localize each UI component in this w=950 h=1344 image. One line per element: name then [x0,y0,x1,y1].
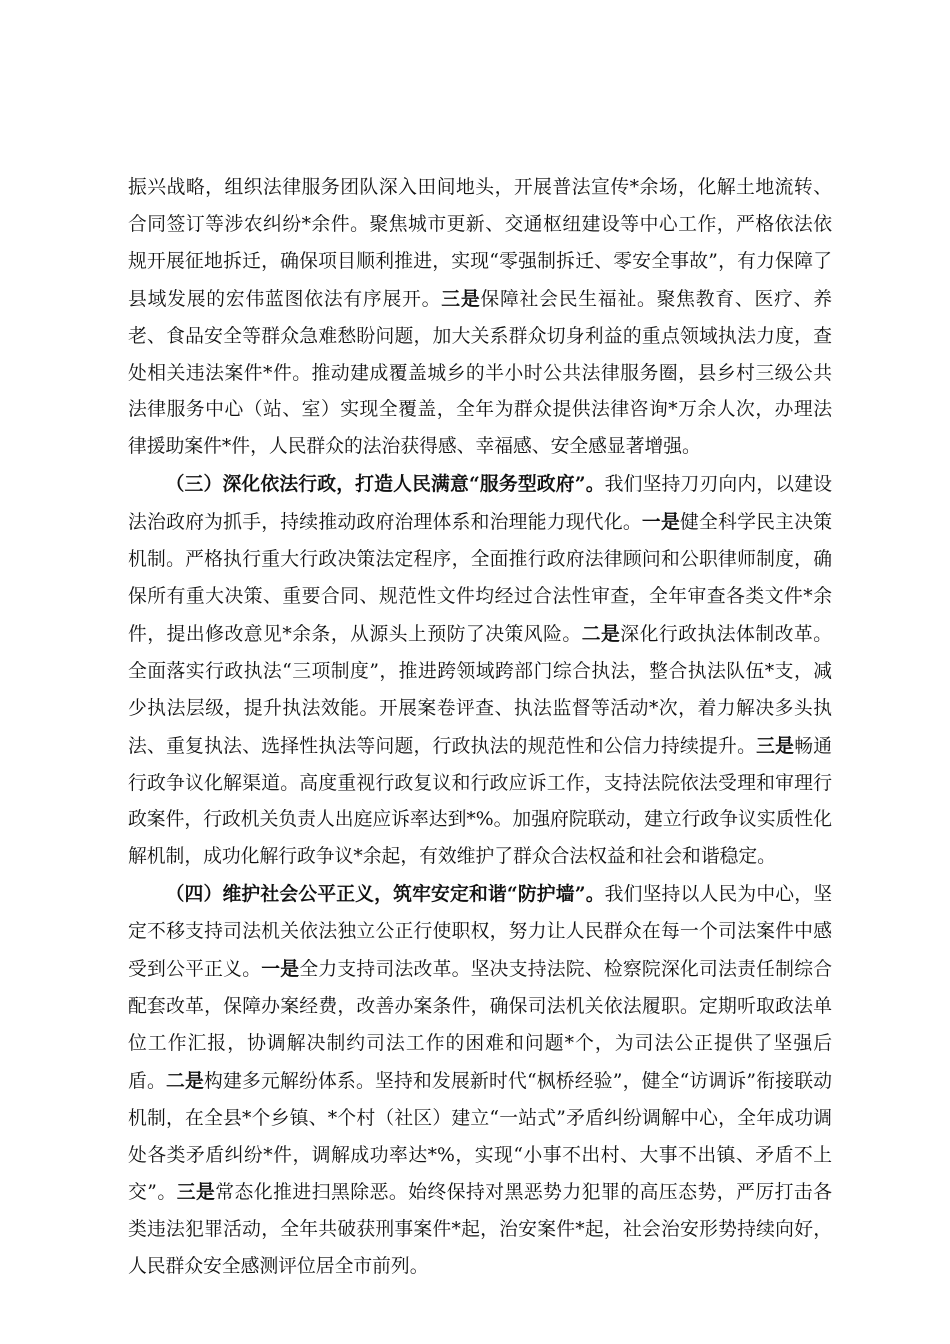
para2-text-2: 健全科学民主决策机制。严格执行重大行政决策法定程序，全面推行政府法律顾问和公职律师制度，确保所有重大决策、重要合同、规范性文件均经过合法性审查，全年审查各类文件*余件，提出修改意见*余条，从源头上预防了决策风险。 [128,512,833,645]
para3-text-4: 常态化推进扫黑除恶。始终保持对黑恶势力犯罪的高压态势，严厉打击各类违法犯罪活动，全年共破获刑事案件*起，治安案件*起，社会治安形势持续向好，人民群众安全感测评位居全市前列。 [128,1182,832,1278]
paragraph-1 [128,170,832,466]
paragraph-3 [128,876,832,1286]
para3-text-1: 我们坚持以人民为中心，坚定不移支持司法机关依法独立公正行使职权，努力让人民群众在每一个司法案件中感受到公平正义。 [128,884,833,981]
para2-marker-3: 三是 [756,734,795,757]
para3-text-2: 全力支持司法改革。坚决支持法院、检察院深化司法责任制综合配套改革，保障办案经费，改善办案条件，确保司法机关依法履职。定期听取政法单位工作汇报，协调解决制约司法工作的困难和问题*个，为司法公正提供了坚强后盾。 [128,959,833,1092]
para2-heading: （三）深化依法行政，打造人民满意“服务型政府”。 [165,473,605,496]
para3-marker-1: 一是 [261,958,300,981]
paragraph-2 [128,466,832,876]
para2-marker-1: 一是 [641,511,680,534]
para1-marker-3: 三是 [441,287,481,310]
para3-heading: （四）维护社会公平正义，筑牢安定和谐“防护墙”。 [165,883,605,906]
para1-text-2: 保障社会民生福祉。聚焦教育、医疗、养老、食品安全等群众急难愁盼问题，加大关系群众切身利益的重点领域执法力度，查处相关违法案件*件。推动建成覆盖城乡的半小时公共法律服务圈，县乡村三级公共法律服务中心（站、室）实现全覆盖，全年为群众提供法律咨询*万余人次，办理法律援助案件*件，人民群众的法治获得感、幸福感、安全感显著增强。 [128,288,833,458]
para3-marker-2: 二是 [166,1069,204,1092]
para3-text-3: 构建多元解纷体系。坚持和发展新时代“枫桥经验”，健全“访调诉”衔接联动机制，在全县*个乡镇、*个村（社区）建立“一站式”矛盾纠纷调解中心，全年成功调处各类矛盾纠纷*件，调解成功率达*%，实现“小事不出村、大事不出镇、矛盾不上交”。 [128,1070,833,1204]
para2-text-3: 深化行政执法体制改革。全面落实行政执法“三项制度”，推进跨领域跨部门综合执法，整合执法队伍*支，减少执法层级，提升执法效能。开展案卷评查、执法监督等活动*次，着力解决多头执法、重复执法、选择性执法等问题，行政执法的规范性和公信力持续提升。 [128,623,833,757]
para2-text-1: 我们坚持刀刃向内，以建设法治政府为抓手，持续推动政府治理体系和治理能力现代化。 [128,474,833,534]
para1-text-1: 振兴战略，组织法律服务团队深入田间地头，开展普法宣传*余场，化解土地流转、合同签订等涉农纠纷*余件。聚焦城市更新、交通枢纽建设等中心工作，严格依法依规开展征地拆迁，确保项目顺利推进，实现“零强制拆迁、零安全事故”，有力保障了县域发展的宏伟蓝图依法有序展开。 [128,177,832,310]
document-body [128,170,832,1286]
para2-text-4: 畅通行政争议化解渠道。高度重视行政复议和行政应诉工作，支持法院依法受理和审理行政案件，行政机关负责人出庭应诉率达到*%。加强府院联动，建立行政争议实质性化解机制，成功化解行政争议*余起，有效维护了群众合法权益和社会和谐稳定。 [128,735,833,868]
para2-marker-2: 二是 [581,622,621,645]
para3-marker-3: 三是 [176,1181,216,1204]
